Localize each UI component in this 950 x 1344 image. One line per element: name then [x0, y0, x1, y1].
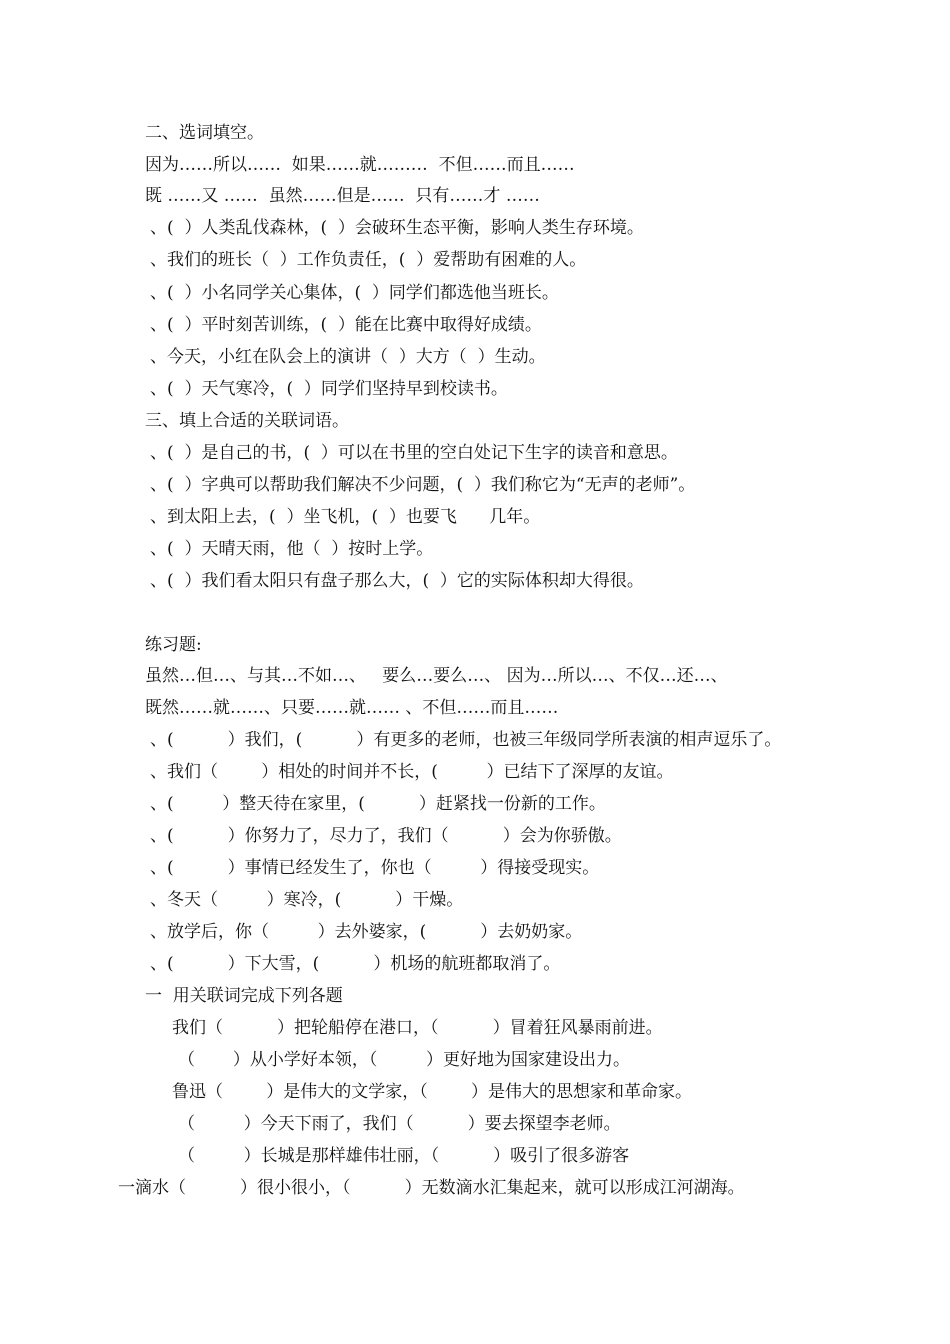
section3-heading: 三、填上合适的关联词语。: [145, 411, 349, 431]
section2-options-line2: 既 ……又 …… 虽然……但是…… 只有……才 ……: [145, 186, 540, 206]
section2-item-5: 、今天，小红在队会上的演讲（ ）大方（ ）生动。: [150, 347, 546, 367]
section2-heading: 二、选词填空。: [145, 123, 264, 143]
section3-item-1: 、( ）是自己的书，( ）可以在书里的空白处记下生字的读音和意思。: [150, 443, 678, 463]
section2-item-4: 、( ）平时刻苦训练，( ）能在比赛中取得好成绩。: [150, 315, 542, 335]
practice-item-3: 、( ）整天待在家里，( ）赶紧找一份新的工作。: [150, 794, 606, 814]
section2-options-line1: 因为……所以…… 如果……就……… 不但……而且……: [145, 155, 575, 175]
practice-item-7: 、放学后，你（ ）去外婆家，( ）去奶奶家。: [150, 922, 583, 942]
section2-item-6: 、( ）天气寒冷，( ）同学们坚持早到校读书。: [150, 379, 508, 399]
section1-item-2: （ ）从小学好本领，（ ）更好地为国家建设出力。: [178, 1050, 630, 1070]
section1-item-5: （ ）长城是那样雄伟壮丽，（ ）吸引了很多游客: [178, 1146, 630, 1166]
section3-item-2: 、( ）字典可以帮助我们解决不少问题，( ）我们称它为“无声的老师”。: [150, 475, 696, 495]
section2-item-3: 、( ）小名同学关心集体，( ）同学们都选他当班长。: [150, 283, 559, 303]
practice-options-line1: 虽然…但…、与其…不如…、 要么…要么…、 因为…所以…、不仅…还…、: [145, 666, 728, 686]
section1-item-4: （ ）今天下雨了，我们（ ）要去探望李老师。: [178, 1114, 621, 1134]
section1-heading: 一 用关联词完成下列各题: [145, 986, 343, 1006]
section1-item-1: 我们（ ）把轮船停在港口，（ ）冒着狂风暴雨前进。: [172, 1018, 663, 1038]
practice-options-line2: 既然……就……、只要……就…… 、不但……而且……: [145, 698, 559, 718]
section3-item-5: 、( ）我们看太阳只有盘子那么大，( ）它的实际体积却大得很。: [150, 571, 644, 591]
practice-item-5: 、( ）事情已经发生了，你也（ ）得接受现实。: [150, 858, 600, 878]
practice-item-4: 、( ）你努力了，尽力了，我们（ ）会为你骄傲。: [150, 826, 622, 846]
practice-heading: 练习题:: [145, 635, 202, 655]
section1-item-6: 一滴水（ ）很小很小，（ ）无数滴水汇集起来，就可以形成江河湖海。: [118, 1178, 745, 1198]
section3-item-4: 、( ）天晴天雨，他（ ）按时上学。: [150, 539, 434, 559]
section1-item-3: 鲁迅（ ）是伟大的文学家，（ ）是伟大的思想家和革命家。: [172, 1082, 692, 1102]
section3-item-3: 、到太阳上去，( ）坐飞机，( ）也要飞 几年。: [150, 507, 541, 527]
practice-item-1: 、( ）我们，( ）有更多的老师，也被三年级同学所表演的相声逗乐了。: [150, 730, 782, 750]
practice-item-6: 、冬天（ ）寒冷，( ）干燥。: [150, 890, 464, 910]
section2-item-1: 、( ）人类乱伐森林，( ）会破环生态平衡，影响人类生存环境。: [150, 218, 644, 238]
practice-item-2: 、我们（ ）相处的时间并不长，( ）已结下了深厚的友谊。: [150, 762, 674, 782]
section2-item-2: 、我们的班长（ ）工作负责任，( ）爱帮助有困难的人。: [150, 250, 587, 270]
practice-item-8: 、( ）下大雪，( ）机场的航班都取消了。: [150, 954, 561, 974]
